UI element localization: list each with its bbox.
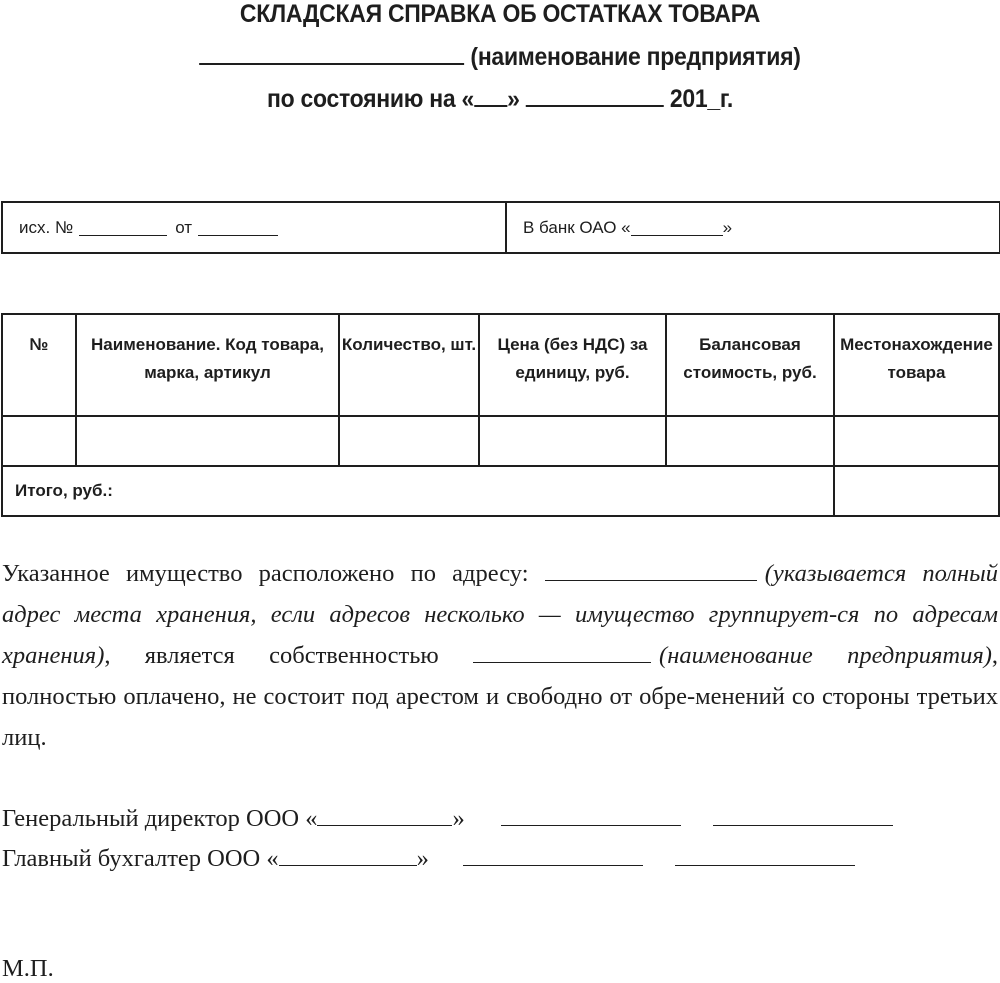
col-header-price: Цена (без НДС) за единицу, руб. xyxy=(479,314,666,416)
col-header-name: Наименование. Код товара, марка, артикул xyxy=(76,314,339,416)
director-signature-blank[interactable] xyxy=(501,805,681,826)
director-company-blank[interactable] xyxy=(317,805,452,826)
document-title: СКЛАДСКАЯ СПРАВКА ОБ ОСТАТКАХ ТОВАРА xyxy=(239,0,761,28)
reference-box xyxy=(1,201,1000,254)
total-value-cell[interactable] xyxy=(834,466,999,516)
statement-paragraph: Указанное имущество расположено по адресу: (указывается полный адрес места хранения, если адресов несколько — имущество группирует-ся по адресам хранения), является собственностью (наименование предприятия), полностью оплачено, не состоит под арестом и свободно от обре-менений со стороны третьих лиц. xyxy=(2,560,998,751)
bank-name-blank[interactable] xyxy=(631,219,723,235)
year-label: 201_г. xyxy=(669,85,734,113)
col-header-no: № xyxy=(2,314,76,416)
accountant-name-blank[interactable] xyxy=(675,845,855,866)
address-blank[interactable] xyxy=(545,560,757,581)
total-label: Итого, руб.: xyxy=(2,466,834,516)
director-signature-line: Генеральный директор ООО « » xyxy=(2,805,893,833)
table-header-row xyxy=(2,314,999,416)
total-row xyxy=(2,466,999,516)
stamp-label: М.П. xyxy=(2,955,54,982)
cell-no[interactable] xyxy=(2,416,76,466)
day-blank[interactable] xyxy=(474,80,507,107)
inventory-table xyxy=(1,313,1000,517)
col-header-qty: Количество, шт. xyxy=(339,314,479,416)
owner-blank[interactable] xyxy=(473,642,651,663)
cell-balance[interactable] xyxy=(666,416,834,466)
outgoing-number-blank[interactable] xyxy=(79,219,167,235)
cell-name[interactable] xyxy=(76,416,339,466)
cell-qty[interactable] xyxy=(339,416,479,466)
outgoing-date-blank[interactable] xyxy=(198,219,278,235)
cell-price[interactable] xyxy=(479,416,666,466)
cell-location[interactable] xyxy=(834,416,999,466)
month-blank[interactable] xyxy=(526,80,664,107)
table-row xyxy=(2,416,999,466)
accountant-company-blank[interactable] xyxy=(279,845,417,866)
director-name-blank[interactable] xyxy=(713,805,893,826)
col-header-balance: Балансовая стоимость, руб. xyxy=(666,314,834,416)
accountant-signature-line: Главный бухгалтер ООО « » xyxy=(2,845,855,873)
col-header-location: Местонахождение товара xyxy=(834,314,999,416)
outgoing-ref-cell: исх. № от xyxy=(3,203,507,252)
company-name-line xyxy=(40,38,960,72)
company-name-hint: (наименование предприятия) xyxy=(470,43,801,71)
company-name-blank[interactable] xyxy=(199,38,464,65)
accountant-signature-blank[interactable] xyxy=(463,845,643,866)
as-of-date-line: по состоянию на « » 201_г. xyxy=(40,80,960,114)
bank-cell: В банк ОАО « » xyxy=(523,217,733,237)
